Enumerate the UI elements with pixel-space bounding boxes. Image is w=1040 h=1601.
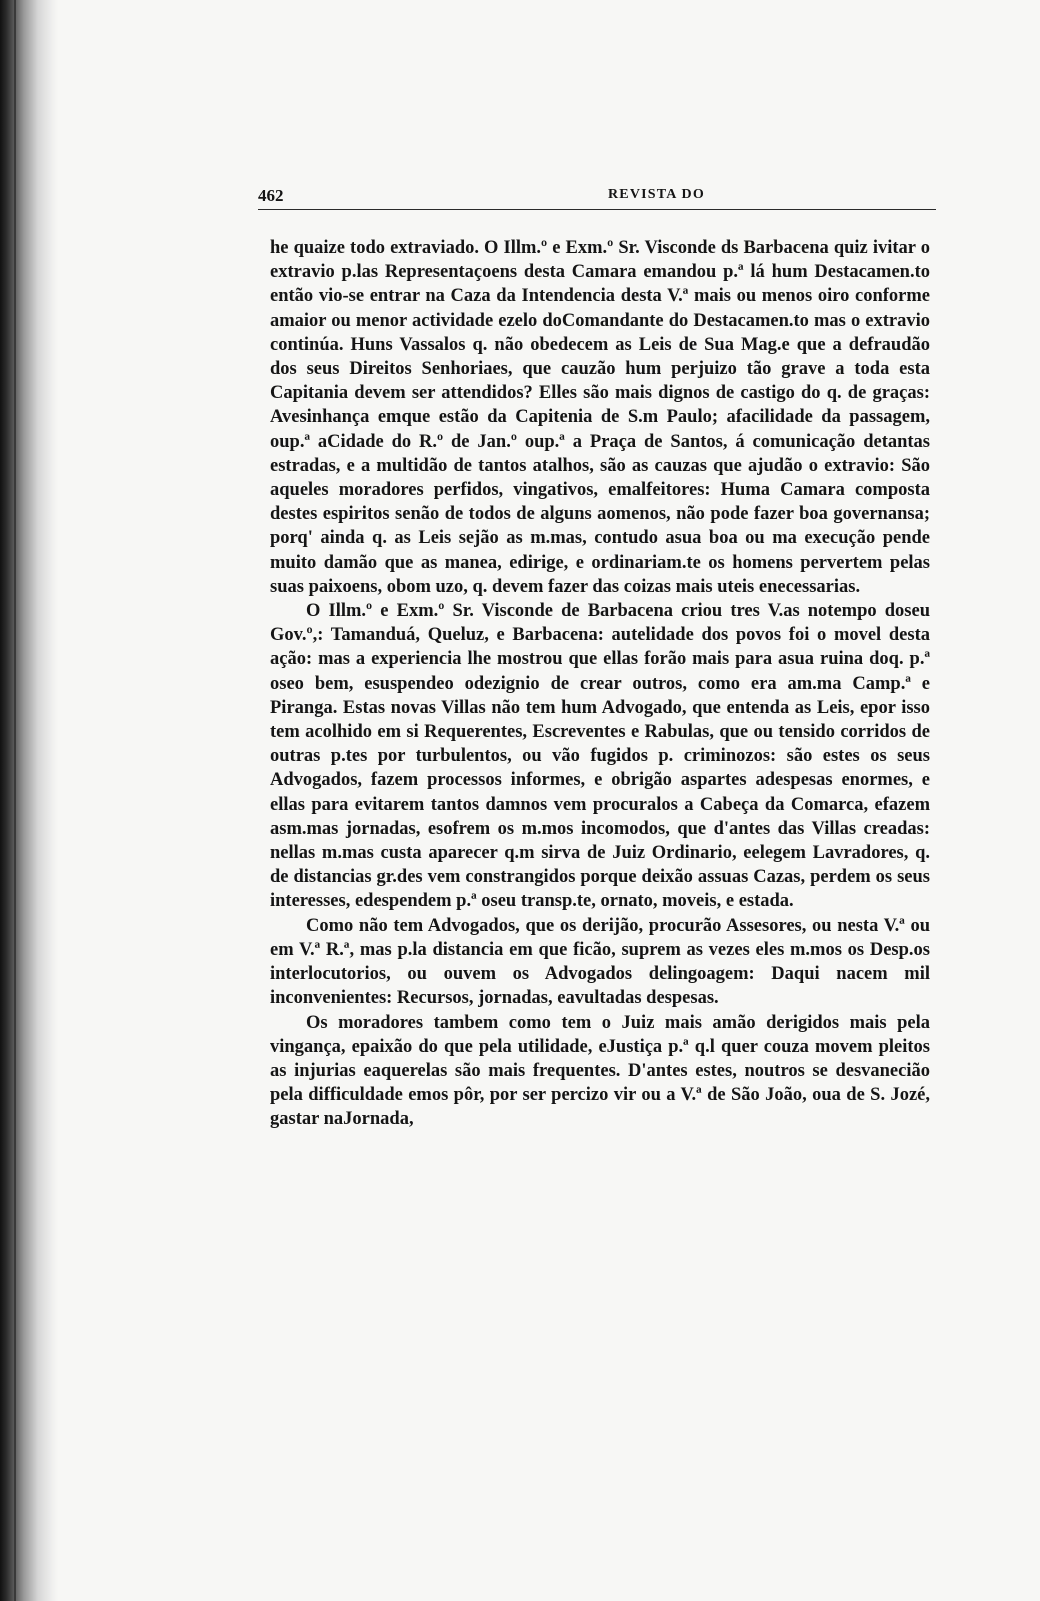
book-binding-shadow [0, 0, 58, 1601]
paragraph-4: Os moradores tambem como tem o Juiz mais amão derigidos mais pela vingança, epaixão do que pela utilidade, eJustiça p.ª q.l quer couza movem pleitos as injurias eaquerelas são mais frequentes. D'antes estes, noutros se desvanecião pela difficuldade emos pôr, por ser percizo vir ou a V.ª de São João, oua de S. Jozé, gastar naJornada, [270, 1012, 930, 1130]
header-rule [258, 209, 936, 210]
running-head: REVISTA DO [608, 187, 705, 202]
paragraph-2: O Illm.º e Exm.º Sr. Visconde de Barbacena criou tres V.as notempo doseu Gov.º,: Tamanduá, Queluz, e Barbacena: autelidade dos povos foi o movel desta ação: mas a experiencia lhe mostrou que ellas forão mais para asua ruina doq. p.ª oseo bem, esuspendeo odezignio de crear outros, como era am.ma Camp.ª e Piranga. Estas novas Villas não tem hum Advogado, que entenda as Leis, epor isso tem acolhido em si Requerentes, Escreventes e Rabulas, que ou tensido corridos de outras p.tes por turbulentos, ou vão fugidos p. criminozos: são estes os seus Advogados, fazem processos informes, e obrigão aspartes adespesas enormes, e ellas para evitarem tantos damnos vem procuralos a Cabeça da Comarca, efazem asm.mas jornadas, esofrem os m.mos incomodos, que d'antes das Villas creadas: nellas m.mas custa aparecer q.m sirva de Juiz Ordinario, eelegem Lavradores, q. de distancias gr.des vem constrangidos porque deixão assuas Cazas, perdem os seus interesses, edespendem p.ª oseu transp.te, ornato, moveis, e estada. [270, 601, 930, 912]
paragraph-3: Como não tem Advogados, que os derijão, procurão Assesores, ou nesta V.ª ou em V.ª R.ª, mas p.la distancia em que ficão, suprem as vezes eles m.mos os Desp.os interlocutorios, ou ouvem os Advogados delingoagem: Daqui nacem mil inconvenientes: Recursos, jornadas, eavultadas despesas. [270, 915, 930, 1009]
page-header [258, 186, 936, 210]
paragraph-1: he quaize todo extraviado. O Illm.º e Exm.º Sr. Visconde ds Barbacena quiz ivitar o extravio p.las Representaçoens desta Camara emandou p.ª lá hum Destacamen.to então vio-se entrar na Caza da Intendencia desta V.ª mais ou menos oiro conforme amaior ou menor actividade ezelo doComandante do Destacamen.to mas o extravio continúa. Huns Vassalos q. não obedecem as Leis de Sua Mag.e que a defraudão dos seus Direitos Senhoriaes, que cauzão hum perjuizo tão grave a toda esta Capitania devem ser attendidos? Elles são mais dignos de castigo do q. de graças: Avesinhança emque estão da Capitenia de S.m Paulo; afacilidade da passagem, oup.ª aCidade do R.º de Jan.º oup.ª a Praça de Santos, á comunicação detantas estradas, e a multidão de tantos atalhos, são as cauzas que ajudão o extravio: São aqueles moradores perfidos, vingativos, emalfeitores: Huma Camara composta destes espiritos senão de todos de alguns aomenos, não pode fazer boa governansa; porq' ainda q. as Leis sejão as m.mas, contudo asua boa ou ma execução pende muito damão que as manea, edirige, e ordinariam.te os homens pervertem pelas suas paixoens, obom uzo, q. devem fazer das coizas mais uteis enecessarias. [270, 238, 930, 597]
page-number: 462 [258, 186, 284, 205]
body-text [270, 236, 930, 1132]
